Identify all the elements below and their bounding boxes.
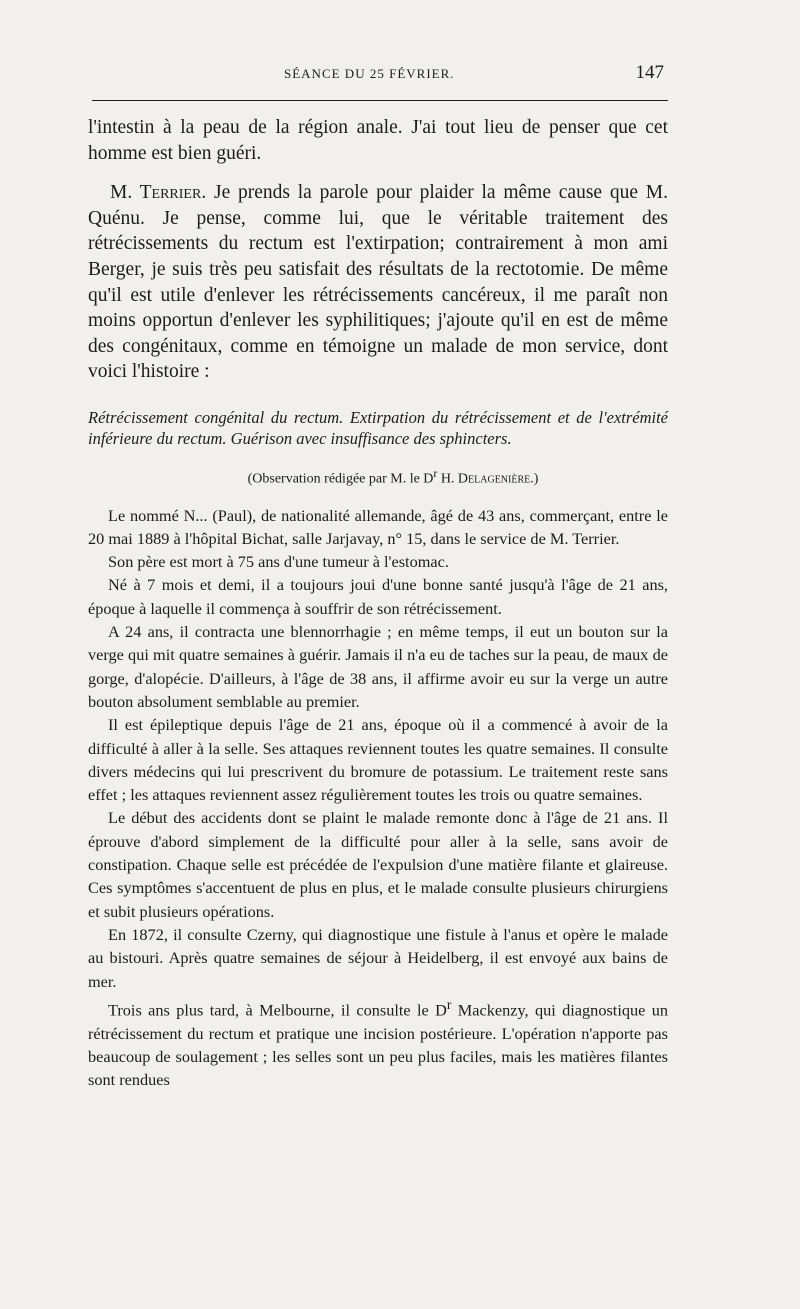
speaker-name: M. Terrier. xyxy=(110,182,207,204)
case-history xyxy=(88,504,668,1092)
intro-paragraph-1: l'intestin à la peau de la région anale. J'ai tout lieu de penser que cet homme est bien guéri. xyxy=(88,117,668,164)
case-paragraph: Né à 7 mois et demi, il a toujours joui d'une bonne santé jusqu'à l'âge de 21 ans, époque à laquelle il commença à souffrir de son rétrécissement. xyxy=(88,575,668,618)
case-paragraph: Son père est mort à 75 ans d'une tumeur à l'estomac. xyxy=(108,552,449,572)
header-rule xyxy=(92,100,668,101)
case-paragraph: Le début des accidents dont se plaint le malade remonte donc à l'âge de 21 ans. Il éprouve d'abord simplement de la difficulté pour aller à la selle, sans avoir de constipation. Chaque selle est précédée de l'expulsion d'une matière filante et glaireuse. Ces symptômes s'accentuent de plus en plus, et le malade consulte plusieurs chirurgiens et subit plusieurs opérations. xyxy=(88,808,668,921)
credit-name: H. Delagenière.) xyxy=(437,471,539,487)
credit-prefix: (Observation rédigée par M. le D xyxy=(247,471,434,487)
case-paragraph: Le nommé N... (Paul), de nationalité allemande, âgé de 43 ans, commerçant, entre le 20 mai 1889 à l'hôpital Bichat, salle Jarjavay, n° 15, dans le service de M. Terrier. xyxy=(88,505,668,548)
spacer xyxy=(88,166,668,180)
case-paragraph: A 24 ans, il contracta une blennorrhagie ; en même temps, il eut un bouton sur la verge qui mit quatre semaines à guérir. Jamais il n'a eu de taches sur la peau, de maux de gorge, d'alopécie. D'ailleurs, à l'âge de 38 ans, il affirme avoir eu sur la verge un autre bouton absolument semblable au premier. xyxy=(88,622,668,711)
body-text xyxy=(88,115,668,1091)
case-paragraph: Il est épileptique depuis l'âge de 21 ans, époque où il a commencé à avoir de la difficulté à aller à la selle. Ses attaques reviennent toutes les quatre semaines. Il consulte divers médecins qui lui prescrivent du bromure de potassium. Le traitement reste sans effet ; les attaques reviennent assez régulièrement toutes les trois ou quatre semaines. xyxy=(88,715,668,805)
last-before: Trois ans plus tard, à Melbourne, il consulte le D xyxy=(108,1000,447,1020)
credit-sup: r xyxy=(433,466,438,480)
last-after: Mackenzy, qui diagnostique un rétrécissement du rectum et pratique une incision postérieure. L'opération n'apporte pas beaucoup de soulagement ; les selles sont un peu plus faciles, mais les matières filantes sont rendues xyxy=(88,1000,669,1090)
spacer xyxy=(88,450,668,464)
observation-credit xyxy=(88,464,668,490)
intro-paragraph-2 xyxy=(88,180,668,385)
case-paragraph: En 1872, il consulte Czerny, qui diagnostique une fistule à l'anus et opère le malade au bistouri. Après quatre semaines de séjour à Heidelberg, il est envoyé aux bains de mer. xyxy=(88,924,668,991)
case-paragraph-last xyxy=(88,993,668,1092)
spacer xyxy=(88,385,668,407)
observation-title: Rétrécissement congénital du rectum. Extirpation du rétrécissement et de l'extrémité inférieure du rectum. Guérison avec insuffisance des sphincters. xyxy=(88,407,668,449)
spacer xyxy=(88,490,668,504)
last-sup: r xyxy=(446,996,452,1012)
running-title: SÉANCE DU 25 FÉVRIER. xyxy=(284,66,455,81)
page-header xyxy=(110,64,670,88)
speaker-text: Je prends la parole pour plaider la même cause que M. Quénu. Je pense, comme lui, que le véritable traitement des rétrécissements du rectum est l'extirpation; contrairement à mon ami Berger, je suis très peu satisfait des résultats de la rectotomie. De même qu'il est utile d'enlever les rétrécissements cancéreux, il me paraît non moins opportun d'enlever les syphilitiques; j'ajoute qu'il en est de même des congénitaux, comme en témoigne un malade de mon service, dont voici l'histoire : xyxy=(88,182,668,383)
page-number: 147 xyxy=(635,62,664,83)
